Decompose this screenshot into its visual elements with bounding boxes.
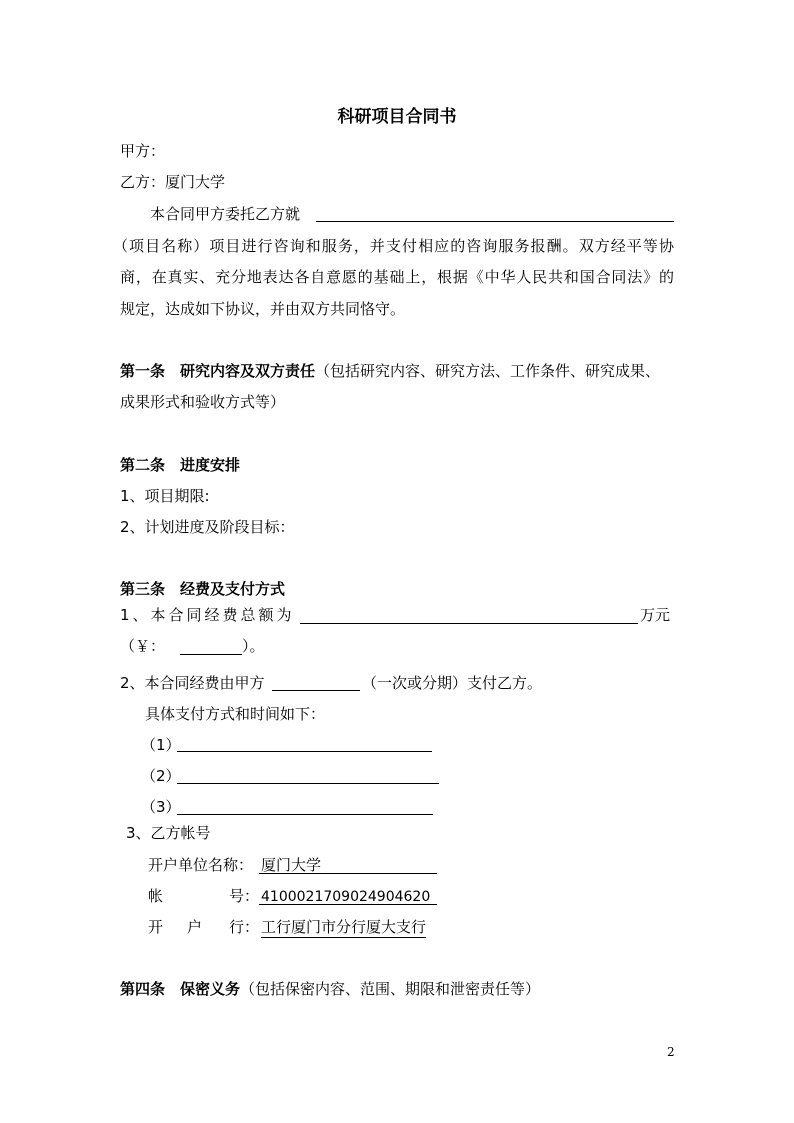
article-2-item-1: 1、项目期限: [120, 487, 210, 505]
intro-line-2: （项目名称）项目进行咨询和服务，并支付相应的咨询服务报酬。双方经平等协 [113, 237, 674, 255]
article-1-line-1 [120, 361, 660, 381]
schedule-item-1-blank [177, 751, 432, 752]
intro-line-4: 规定，达成如下协议，并由双方共同恪守。 [120, 300, 406, 318]
article-4-line [120, 979, 540, 999]
article-3-item-1-line2-suffix: ）。 [242, 637, 265, 655]
account-bank-value: 工行厦门市分行厦大支行 [261, 918, 427, 936]
account-name-label: 开户单位名称： [148, 856, 254, 874]
schedule-item-2-label: （2） [141, 767, 181, 785]
document-title: 科研项目合同书 [337, 107, 457, 127]
schedule-intro: 具体支付方式和时间如下： [145, 705, 326, 723]
article-3-item-1-line2-prefix: （￥： [120, 637, 166, 655]
account-bank-label-3: 行： [229, 918, 260, 936]
total-amount-blank [300, 623, 638, 624]
schedule-item-3-label: （3） [141, 798, 181, 816]
project-name-blank [316, 221, 674, 222]
article-1-note-2: 成果形式和验收方式等） [120, 393, 286, 411]
page-number: 2 [667, 1045, 675, 1059]
article-2-heading: 第二条 进度安排 [120, 456, 241, 474]
article-4-note: （包括保密内容、范围、期限和泄密责任等） [240, 980, 541, 998]
intro-line-1: 本合同甲方委托乙方就 [150, 205, 301, 223]
schedule-item-1-label: （1） [141, 736, 181, 754]
account-number-value: 4100021709024904620 [261, 889, 431, 905]
account-name-value: 厦门大学 [261, 856, 322, 874]
article-1-note-1: （包括研究内容、研究方法、工作条件、研究成果、 [315, 362, 661, 380]
article-3-item-2-prefix: 2、本合同经费由甲方 [120, 674, 265, 692]
article-3-item-1-suffix: 万元 [640, 606, 671, 624]
article-3-item-1-prefix: 1、本合同经费总额为 [120, 606, 295, 624]
account-number-label-2: 号： [229, 887, 260, 905]
article-1-heading: 第一条 研究内容及双方责任 [120, 362, 316, 380]
schedule-item-2-blank [177, 783, 439, 784]
article-3-item-3: 3、乙方帐号 [126, 824, 211, 842]
account-bank-label-2: 户 [187, 918, 203, 936]
amount-yuan-blank [180, 654, 242, 655]
article-2-item-2: 2、计划进度及阶段目标： [120, 518, 295, 536]
article-3-heading: 第三条 经费及支付方式 [120, 580, 286, 598]
account-number-label-1: 帐 [148, 887, 164, 905]
payment-mode-blank [272, 690, 360, 691]
intro-line-3: 商，在真实、充分地表达各自意愿的基础上，根据《中华人民共和国合同法》的 [120, 268, 674, 286]
account-bank-label-1: 开 [148, 918, 164, 936]
article-3-item-2-suffix: （一次或分期）支付乙方。 [362, 674, 543, 692]
schedule-item-3-blank [177, 814, 433, 815]
party-b: 乙方：厦门大学 [120, 173, 226, 191]
article-4-heading: 第四条 保密义务 [120, 980, 241, 998]
party-a: 甲方： [120, 142, 166, 160]
